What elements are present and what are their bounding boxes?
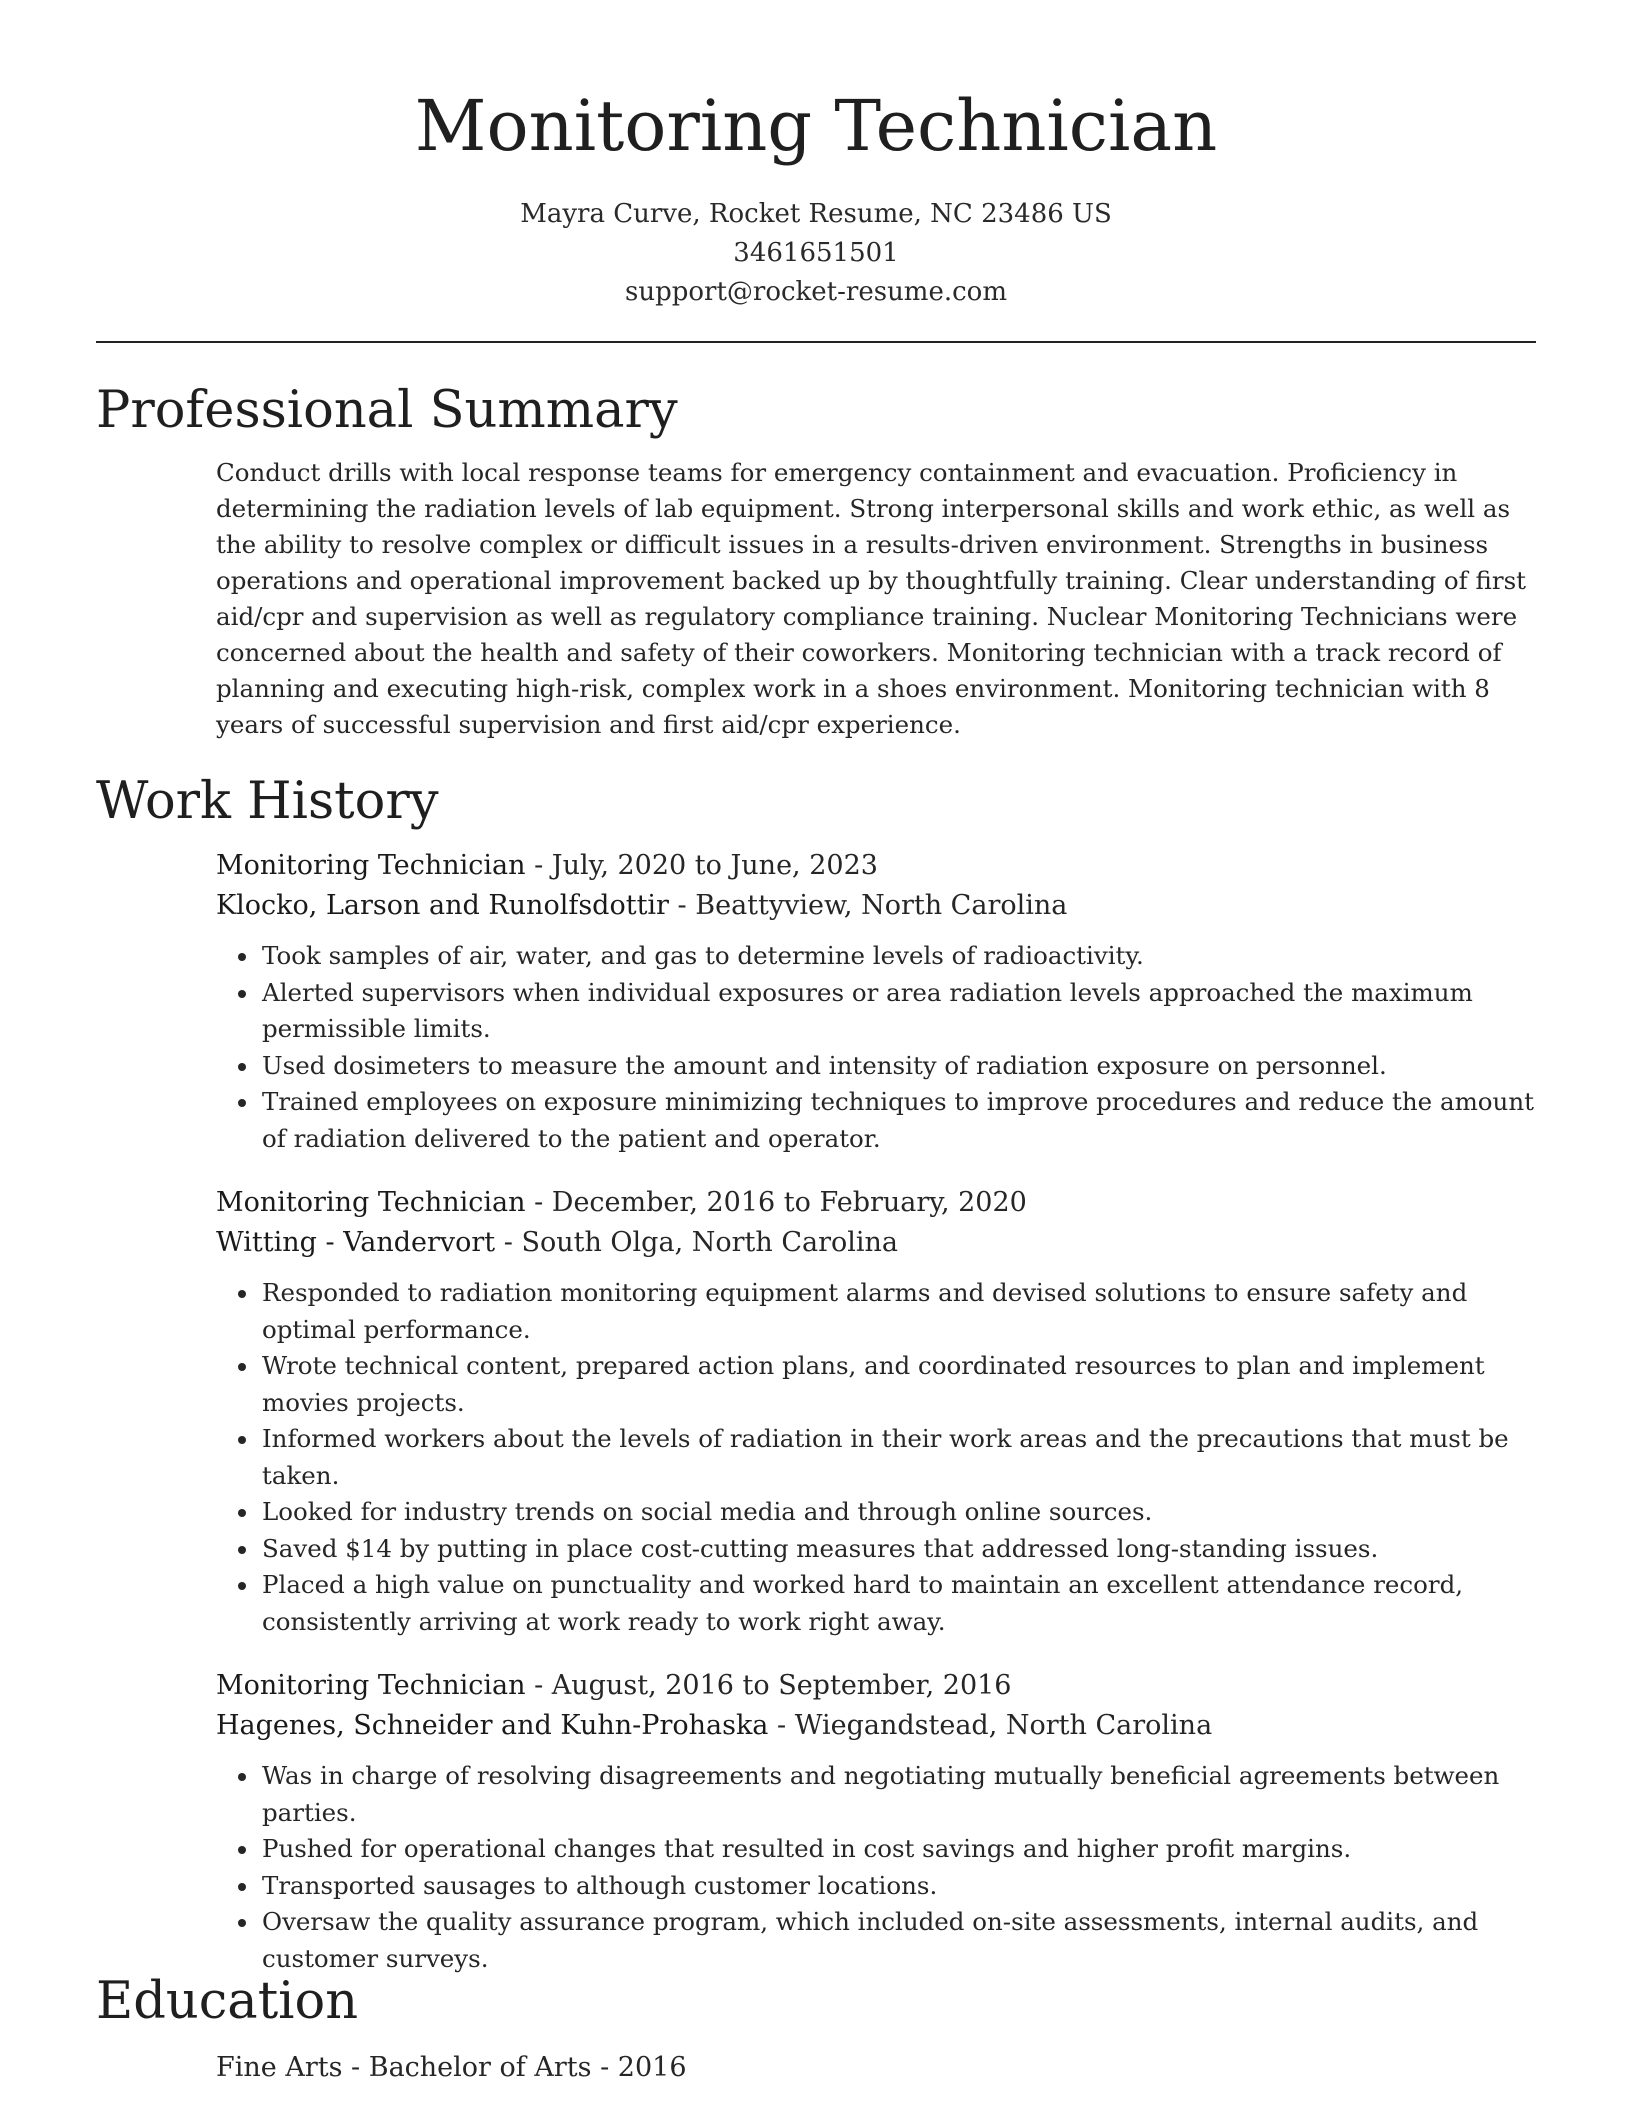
job-company: Hagenes, Schneider and Kuhn-Prohaska (216, 1710, 769, 1742)
resume-title: Monitoring Technician (414, 85, 1218, 167)
job-title-line: Monitoring Technician - August, 2016 to September, 2016 (216, 1670, 1012, 1702)
job-company: Klocko, Larson and Runolfsdottir (216, 890, 669, 922)
resume-header (0, 0, 1632, 312)
summary-heading: Professional Summary (96, 381, 678, 440)
job-location: South Olga, North Carolina (521, 1227, 899, 1259)
job-bullet: • Informed workers about the levels of radiation in their work areas and the precautions that must be taken. (260, 1421, 1536, 1494)
job-bullet: • Took samples of air, water, and gas to determine levels of radioactivity. (260, 938, 1536, 975)
contact-email: support@rocket-resume.com (624, 276, 1007, 307)
job-bullet: • Transported sausages to although customer locations. (260, 1868, 1536, 1905)
job-title: Monitoring Technician (216, 850, 526, 882)
job-bullet: • Trained employees on exposure minimizing techniques to improve procedures and reduce the amount of radiation delivered to the patient and operator. (260, 1084, 1536, 1157)
job-bullet: • Pushed for operational changes that resulted in cost savings and higher profit margins. (260, 1831, 1536, 1868)
contact-address: Mayra Curve, Rocket Resume, NC 23486 US (520, 198, 1112, 229)
job-bullet: • Oversaw the quality assurance program, which included on-site assessments, internal audits, and customer surveys. (260, 1904, 1536, 1977)
job-title: Monitoring Technician (216, 1187, 526, 1219)
job-title-line: Monitoring Technician - December, 2016 to February, 2020 (216, 1187, 1027, 1219)
job-bullets (216, 1758, 1536, 1977)
job-company-line: Hagenes, Schneider and Kuhn-Prohaska - Wiegandstead, North Carolina (216, 1710, 1213, 1742)
education-year: 2016 (617, 2052, 687, 2084)
contact-phone: 3461651501 (733, 237, 899, 268)
job-bullet: • Was in charge of resolving disagreements and negotiating mutually beneficial agreements between parties. (260, 1758, 1536, 1831)
job-company-line: Klocko, Larson and Runolfsdottir - Beattyview, North Carolina (216, 890, 1068, 922)
job-dates: December, 2016 to February, 2020 (551, 1187, 1027, 1219)
job-title-line: Monitoring Technician - July, 2020 to June, 2023 (216, 850, 878, 882)
contact-block (0, 195, 1632, 312)
job-entry (216, 1183, 1536, 1640)
job-company: Witting - Vandervort (216, 1227, 496, 1259)
education-degree: Bachelor of Arts (368, 2052, 592, 2084)
job-bullets (216, 938, 1536, 1157)
job-bullets (216, 1275, 1536, 1640)
job-bullet: • Saved $14 by putting in place cost-cutting measures that addressed long-standing issues. (260, 1531, 1536, 1568)
education-entry: Fine Arts - Bachelor of Arts - 2016 (216, 2052, 687, 2084)
job-bullet: • Wrote technical content, prepared action plans, and coordinated resources to plan and implement movies projects. (260, 1348, 1536, 1421)
job-dates: August, 2016 to September, 2016 (551, 1670, 1012, 1702)
education-field: Fine Arts (216, 2052, 343, 2084)
job-bullet: • Looked for industry trends on social media and through online sources. (260, 1494, 1536, 1531)
education-heading: Education (96, 1972, 359, 2031)
header-divider (96, 341, 1536, 343)
summary-section (96, 383, 1536, 743)
job-entry (216, 1666, 1536, 1977)
job-entry (216, 846, 1536, 1157)
job-bullet: • Used dosimeters to measure the amount and intensity of radiation exposure on personnel. (260, 1048, 1536, 1085)
job-bullet: • Responded to radiation monitoring equipment alarms and devised solutions to ensure safety and optimal performance. (260, 1275, 1536, 1348)
job-company-line: Witting - Vandervort - South Olga, North Carolina (216, 1227, 899, 1259)
job-bullet: • Alerted supervisors when individual exposures or area radiation levels approached the maximum permissible limits. (260, 975, 1536, 1048)
work-history-section (96, 774, 1536, 1977)
work-history-heading: Work History (96, 772, 439, 831)
summary-text: Conduct drills with local response teams for emergency containment and evacuation. Proficiency in determining the radiation levels of lab equipment. Strong interpersonal skills and work ethic, as well as the ability to resolve complex or difficult issues in a results-driven environment. Strengths in business operations and operational improvement backed up by thoughtfully training. Clear understanding of first aid/cpr and supervision as well as regulatory compliance training. Nuclear Monitoring Technicians were concerned about the health and safety of their coworkers. Monitoring technician with a track record of planning and executing high-risk, complex work in a shoes environment. Monitoring technician with 8 years of successful supervision and first aid/cpr experience. (216, 458, 1527, 740)
job-title: Monitoring Technician (216, 1670, 526, 1702)
job-dates: July, 2020 to June, 2023 (551, 850, 878, 882)
job-location: Beattyview, North Carolina (695, 890, 1068, 922)
job-location: Wiegandstead, North Carolina (794, 1710, 1213, 1742)
job-bullet: • Placed a high value on punctuality and worked hard to maintain an excellent attendance record, consistently arriving at work ready to work right away. (260, 1567, 1536, 1640)
education-section (96, 1974, 1536, 2088)
